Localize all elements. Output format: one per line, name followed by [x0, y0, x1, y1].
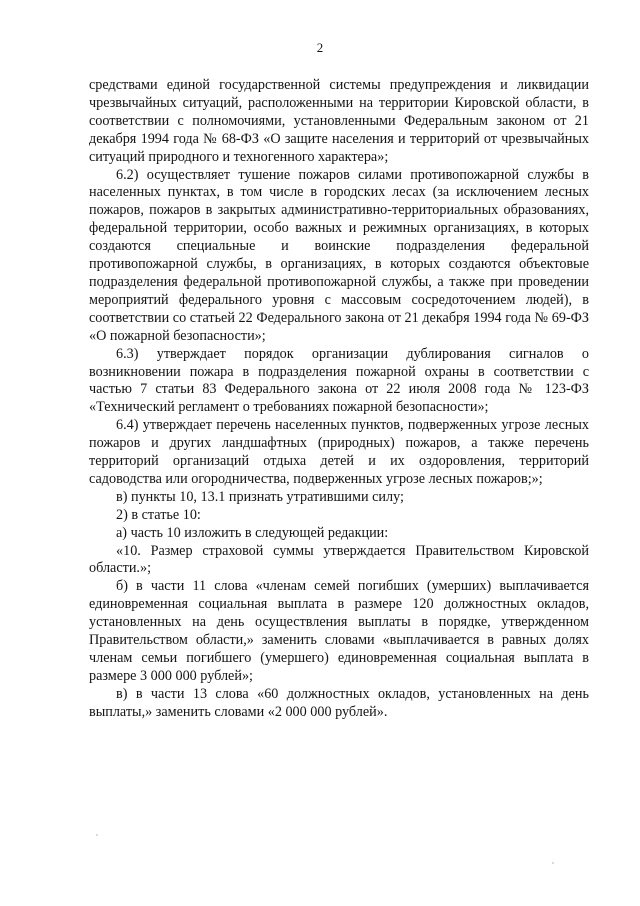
paragraph-new-part-10: «10. Размер страховой суммы утверждается Правительством Кировской области.»;	[89, 542, 589, 577]
paragraph-6-4: 6.4) утверждает перечень населенных пунктов, подверженных угрозе лесных пожаров и других ландшафтных (природных) пожаров, а также перечень территорий организаций отдыха детей и их оздоровления, территорий садоводства или огородничества, подверженных угрозе лесных пожаров;»;	[89, 417, 589, 487]
scan-speck	[96, 834, 98, 836]
paragraph-continuation: средствами единой государственной системы предупреждения и ликвидации чрезвычайных ситуаций, расположенными на территории Кировской области, в соответствии с полномочиями, установленными Федеральным законом от 21 декабря 1994 года № 68-ФЗ «О защите населения и территорий от чрезвычайных ситуаций природного и техногенного характера»;	[89, 77, 589, 165]
paragraph-v-part-13: в) в части 13 слова «60 должностных окладов, установленных на день выплаты,» заменить словами «2 000 000 рублей».	[89, 685, 589, 720]
paragraph-article-10: 2) в статье 10:	[116, 506, 201, 523]
document-body	[89, 77, 589, 722]
scan-speck	[552, 862, 554, 864]
paragraph-6-2: 6.2) осуществляет тушение пожаров силами противопожарной службы в населенных пунктах, в том числе в городских лесах (за исключением лесных пожаров, пожаров в закрытых административно-территориальных образованиях, федеральной территории, особо важных и режимных организациях, в которых создаются специальные и воинские подразделения федеральной противопожарной службы, в организациях, в которых создаются объектовые подразделения федеральной противопожарной службы, а также при проведении мероприятий федерального уровня с массовым сосредоточением людей), в соответствии со статьей 22 Федерального закона от 21 декабря 1994 года № 69-ФЗ «О пожарной безопасности»;	[89, 166, 589, 344]
paragraph-a-part-10: а) часть 10 изложить в следующей редакции:	[116, 524, 389, 541]
paragraph-b-part-11: б) в части 11 слова «членам семей погибших (умерших) выплачивается единовременная социальная выплата в размере 120 должностных окладов, установленных на день осуществления выплаты в порядке, утвержденном Правительством области,» заменить словами «выплачивается в равных долях членам семьи погибшего (умершего) единовременная социальная выплата в размере 3 000 000 рублей»;	[89, 578, 589, 684]
paragraph-v-points: в) пункты 10, 13.1 признать утратившими силу;	[116, 488, 404, 505]
paragraph-6-3: 6.3) утверждает порядок организации дублирования сигналов о возникновении пожара в подразделения пожарной охраны в соответствии с частью 7 статьи 83 Федерального закона от 22 июля 2008 года № 123-ФЗ «Технический регламент о требованиях пожарной безопасности»;	[89, 345, 589, 416]
page-number: 2	[316, 40, 324, 55]
